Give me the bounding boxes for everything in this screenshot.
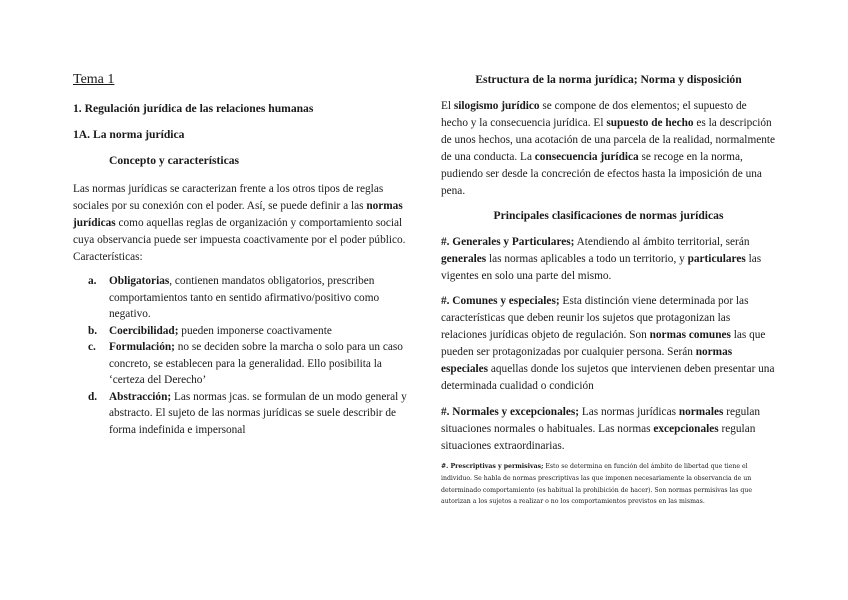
list-item: a. Obligatorias, contienen mandatos obligatorios, prescriben comportamientos tanto en sentido afirmativo/positivo como negativo. <box>88 275 380 320</box>
features-list <box>73 273 408 438</box>
list-item: d. Abstracción; Las normas jcas. se formulan de un modo general y abstracto. El sujeto de las normas jurídicas se suele describir de forma indefinida e impersonal <box>88 390 407 436</box>
concept-heading: Concepto y características <box>109 154 240 167</box>
list-item: b. Coercibilidad; pueden imponerse coactivamente <box>88 324 332 337</box>
structure-paragraph: El silogismo jurídico se compone de dos elementos; el supuesto de hecho y la consecuencia jurídica. El supuesto de hecho es la descripción de unos hechos, una acotación de una parcela de la realidad, normalmente de una conducta. La consecuencia jurídica se recoge en la norma, pudiendo ser desde la concreción de efectos hasta la imposición de una pena. <box>441 100 776 197</box>
tema-title: Tema 1 <box>73 72 115 87</box>
generales-paragraph: #. Generales y Particulares; Atendiendo al ámbito territorial, serán generales las normas aplicables a todo un territorio, y particulares las vigentes en solo una parte del mismo. <box>441 236 762 282</box>
subsection-title: 1A. La norma jurídica <box>73 128 185 141</box>
structure-heading: Estructura de la norma jurídica; Norma y disposición <box>475 73 742 86</box>
normales-paragraph: #. Normales y excepcionales; Las normas jurídicas normales regulan situaciones normales o habituales. Las normas excepcionales regulan situaciones extraordinarias. <box>441 406 761 452</box>
list-item: c. Formulación; no se deciden sobre la marcha o solo para un caso concreto, se establecen para la generalidad. Ello posibilita la ‘certeza del Derecho’ <box>88 341 403 386</box>
comunes-paragraph: #. Comunes y especiales; Esta distinción viene determinada por las características que deben reunir los sujetos que protagonizan las relaciones jurídicas objeto de regulación. Son normas comunes las que pueden ser protagonizadas por cualquier persona. Serán normas especiales aquellas donde los sujetos que intervienen deben presentar una determinada cualidad o condición <box>441 295 775 392</box>
intro-paragraph: Las normas jurídicas se caracterizan frente a los otros tipos de reglas sociales por su conexión con el poder. Así, se puede definir a las normas jurídicas como aquellas reglas de organización y comportamiento social cuya observancia puede ser impuesta coactivamente por el poder público. Características: <box>73 183 406 263</box>
classification-heading: Principales clasificaciones de normas jurídicas <box>493 209 724 222</box>
section-title: 1. Regulación jurídica de las relaciones humanas <box>73 102 314 115</box>
footnote-paragraph: #. Prescriptivas y permisivas; Esto se determina en función del ámbito de libertad que tiene el individuo. Se habla de normas prescriptivas las que imponen necesariamente la observancia de un determinado comportamiento (es habitual la prohibición de hacer). Son normas permisivas las que autorizan a los sujetos a realizar o no los comportamientos previstos en las mismas. <box>441 463 752 506</box>
